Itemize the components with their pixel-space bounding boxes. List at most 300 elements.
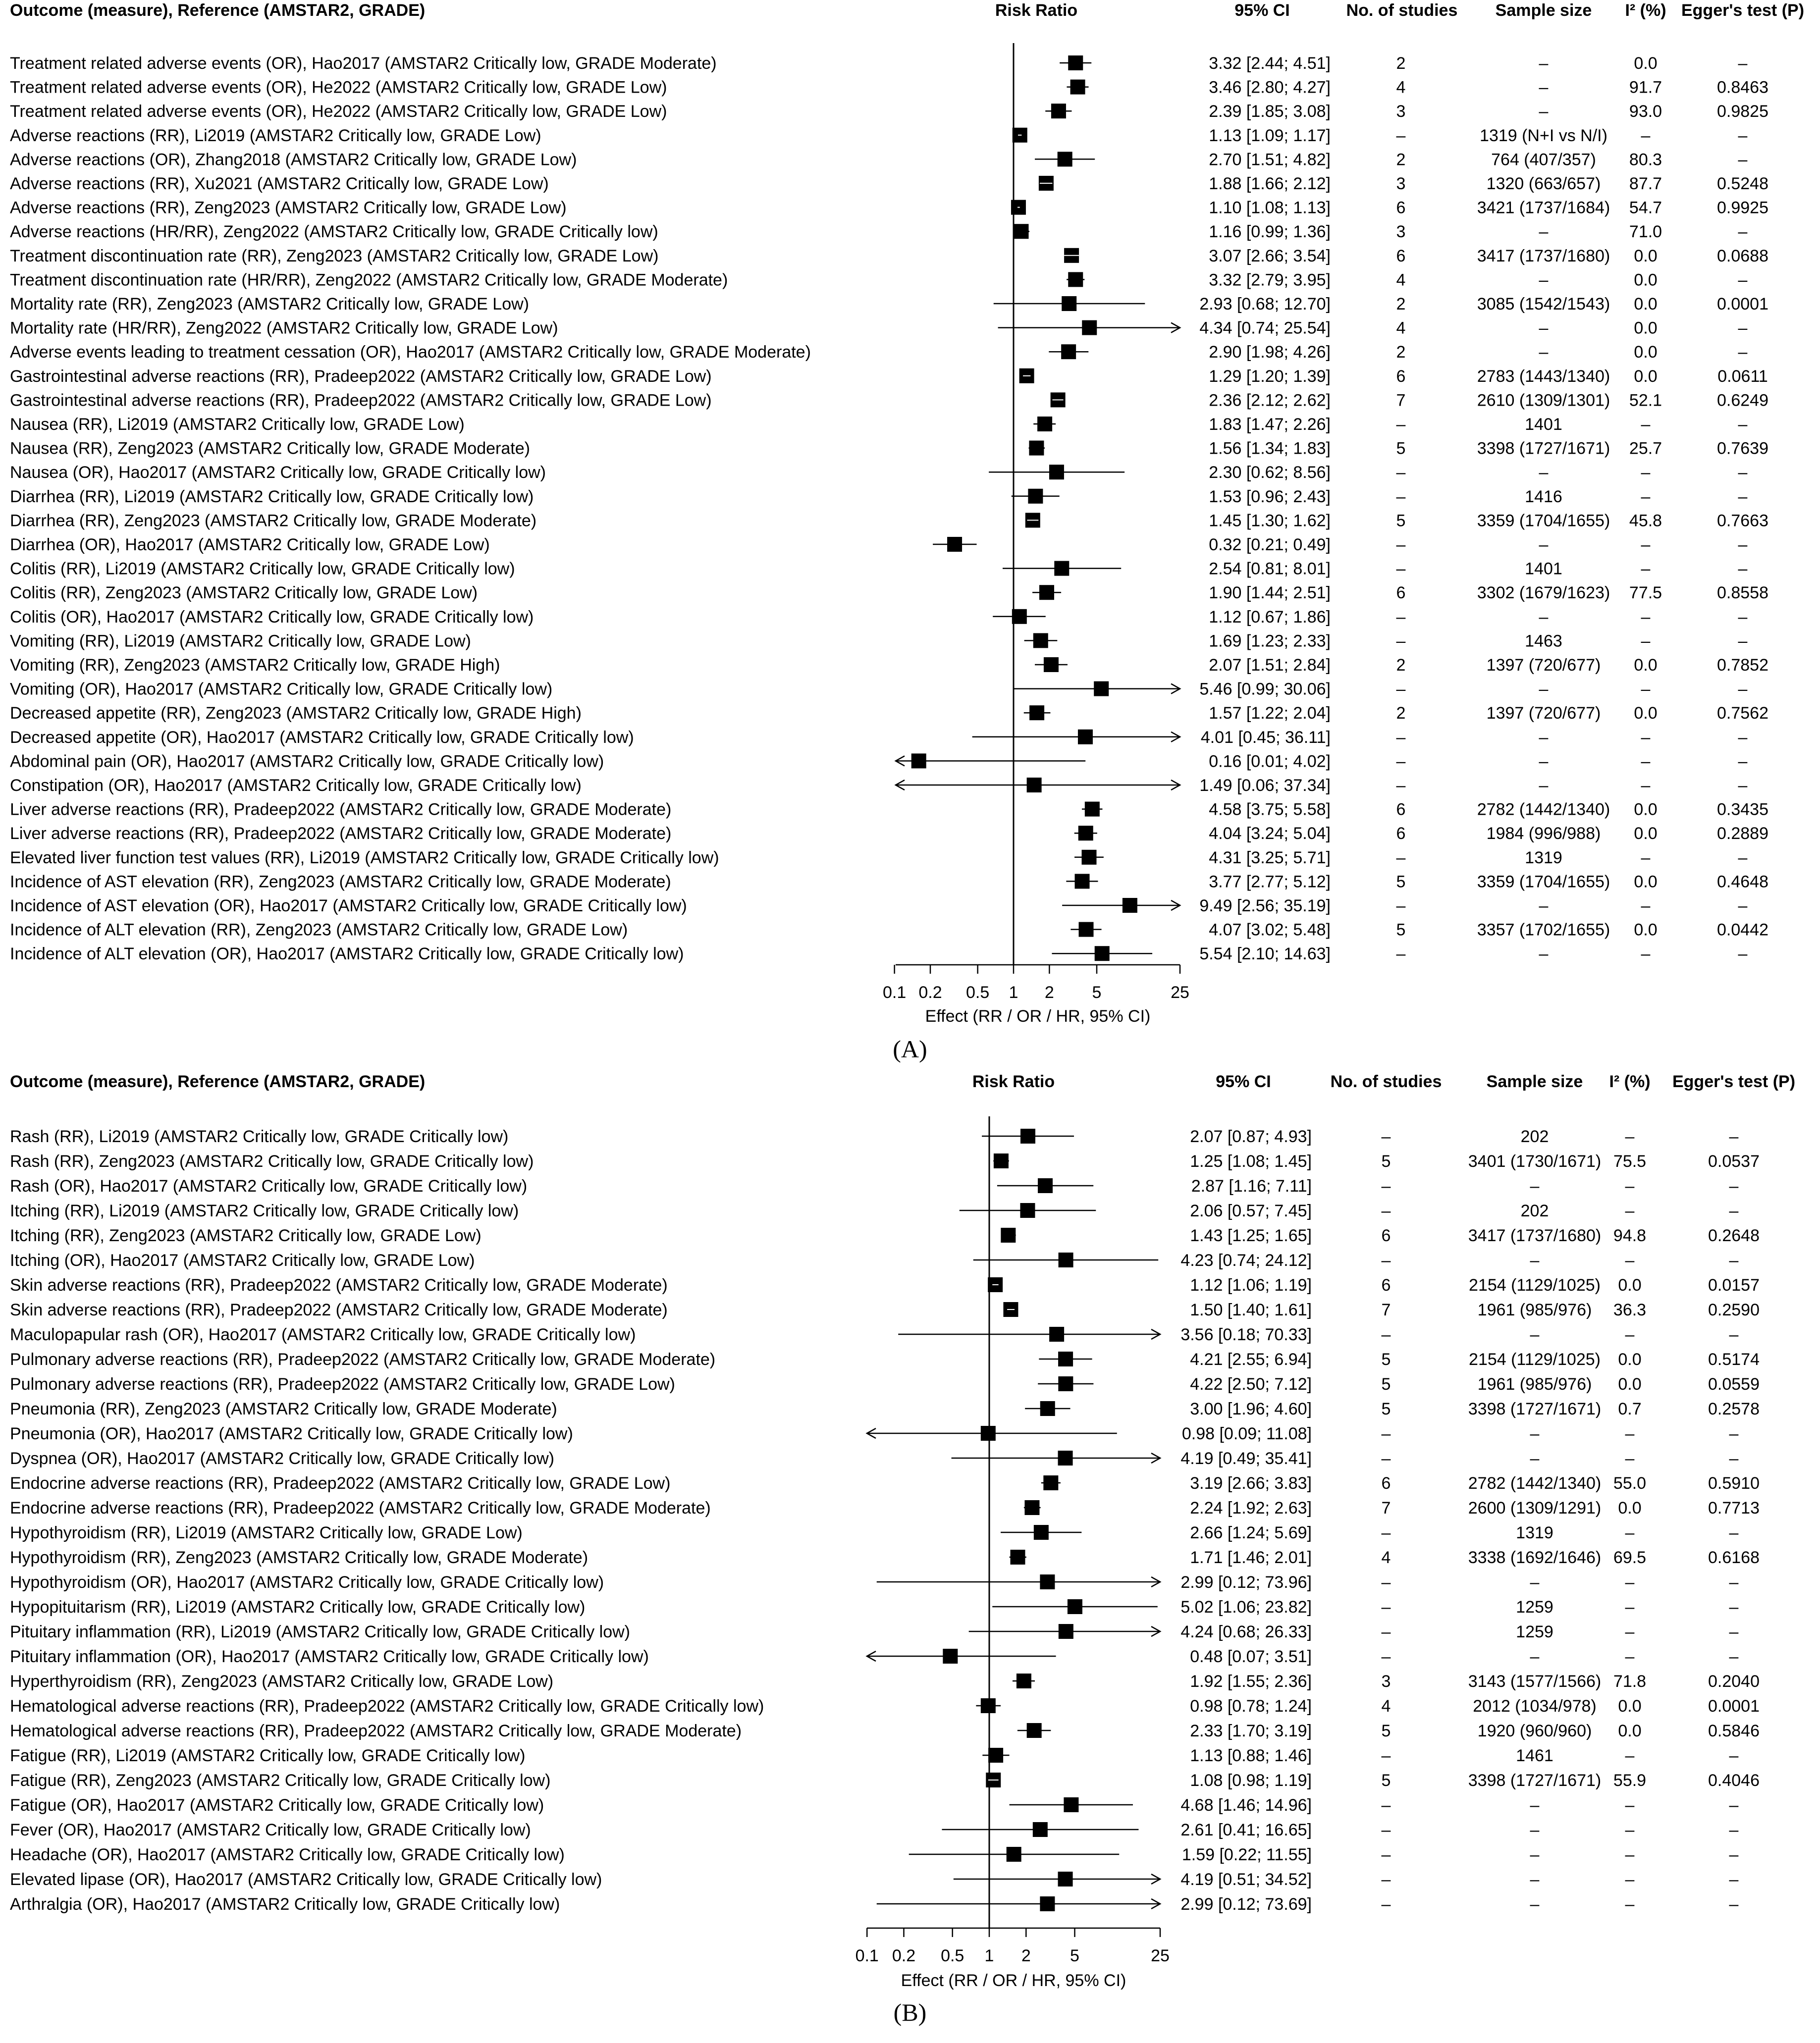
- ci-text: 4.68 [1.46; 14.96]: [1180, 1796, 1312, 1815]
- row-label: Vomiting (RR), Li2019 (AMSTAR2 Critically low, GRADE Low): [10, 631, 471, 651]
- studies-count: 5: [1381, 1400, 1391, 1418]
- ci-text: 4.58 [3.75; 5.58]: [1209, 800, 1331, 819]
- i2-value: 93.0: [1629, 102, 1662, 121]
- studies-count: –: [1381, 1746, 1391, 1765]
- x-tick-label: 0.2: [918, 983, 942, 1002]
- ci-text: 3.00 [1.96; 4.60]: [1190, 1400, 1312, 1418]
- row-label: Rash (OR), Hao2017 (AMSTAR2 Critically low, GRADE Critically low): [10, 1177, 528, 1196]
- panel-a-header-plot: Risk Ratio: [995, 1, 1078, 20]
- egger-value: –: [1738, 270, 1748, 290]
- egger-value: 0.2889: [1717, 824, 1768, 843]
- sample-size: –: [1530, 1573, 1540, 1592]
- row-label: Diarrhea (RR), Zeng2023 (AMSTAR2 Critically low, GRADE Moderate): [10, 511, 537, 530]
- i2-value: –: [1625, 1424, 1635, 1443]
- sample-size: 2154 (1129/1025): [1469, 1276, 1601, 1295]
- studies-count: –: [1381, 1598, 1391, 1617]
- sample-size: 3417 (1737/1680): [1468, 1226, 1602, 1245]
- ci-text: 1.12 [1.06; 1.19]: [1190, 1276, 1312, 1295]
- panel-b-header-ci: 95% CI: [1216, 1072, 1271, 1091]
- row-label: Mortality rate (RR), Zeng2023 (AMSTAR2 Critically low, GRADE Low): [10, 295, 529, 314]
- ci-text: 1.13 [0.88; 1.46]: [1190, 1746, 1312, 1765]
- i2-value: 55.9: [1613, 1771, 1647, 1790]
- sample-size: –: [1539, 318, 1549, 338]
- egger-value: –: [1729, 1424, 1739, 1443]
- point-estimate: [1012, 609, 1027, 624]
- i2-value: 0.0: [1634, 367, 1658, 386]
- i2-value: 0.0: [1618, 1499, 1642, 1518]
- studies-count: 6: [1396, 583, 1406, 603]
- sample-size: –: [1539, 222, 1549, 242]
- row-label: Rash (RR), Zeng2023 (AMSTAR2 Critically low, GRADE Critically low): [10, 1152, 534, 1171]
- point-estimate: [1029, 441, 1044, 456]
- i2-value: 0.0: [1618, 1350, 1642, 1369]
- ci-text: 0.32 [0.21; 0.49]: [1209, 535, 1331, 554]
- studies-count: 7: [1381, 1301, 1391, 1319]
- studies-count: 2: [1396, 295, 1406, 314]
- sample-size: 3338 (1692/1646): [1468, 1548, 1602, 1567]
- studies-count: 2: [1396, 54, 1406, 73]
- studies-count: –: [1396, 944, 1406, 964]
- ci-text: 1.92 [1.55; 2.36]: [1190, 1672, 1312, 1691]
- ci-text: 0.98 [0.78; 1.24]: [1190, 1697, 1312, 1716]
- row-label: Incidence of AST elevation (RR), Zeng2023 (AMSTAR2 Critically low, GRADE Moderate): [10, 872, 671, 891]
- ci-text: 2.70 [1.51; 4.82]: [1209, 150, 1331, 169]
- ci-text: 2.33 [1.70; 3.19]: [1190, 1722, 1312, 1740]
- ci-text: 1.45 [1.30; 1.62]: [1209, 511, 1331, 530]
- studies-count: –: [1396, 126, 1406, 145]
- i2-value: 52.1: [1629, 391, 1662, 410]
- sample-size: 1397 (720/677): [1486, 656, 1601, 675]
- i2-value: 77.5: [1629, 583, 1662, 603]
- ci-text: 1.12 [0.67; 1.86]: [1209, 607, 1331, 627]
- row-label: Diarrhea (RR), Li2019 (AMSTAR2 Critically low, GRADE Critically low): [10, 487, 534, 506]
- studies-count: –: [1381, 1325, 1391, 1344]
- sample-size: 1961 (985/976): [1477, 1301, 1592, 1319]
- ci-text: 4.07 [3.02; 5.48]: [1209, 920, 1331, 940]
- i2-value: –: [1641, 680, 1651, 699]
- i2-value: –: [1641, 415, 1651, 434]
- studies-count: 5: [1396, 511, 1406, 530]
- row-label: Adverse reactions (HR/RR), Zeng2022 (AMSTAR2 Critically low, GRADE Critically low): [10, 222, 658, 242]
- i2-value: –: [1625, 1449, 1635, 1468]
- i2-value: –: [1625, 1202, 1635, 1220]
- studies-count: –: [1381, 1127, 1391, 1146]
- sample-size: 3398 (1727/1671): [1468, 1771, 1602, 1790]
- i2-value: 45.8: [1629, 511, 1662, 530]
- sample-size: 2782 (1442/1340): [1477, 800, 1610, 819]
- studies-count: 5: [1396, 439, 1406, 458]
- studies-count: 2: [1396, 150, 1406, 169]
- i2-value: –: [1625, 1821, 1635, 1839]
- point-estimate: [1085, 802, 1100, 817]
- sample-size: 1401: [1525, 559, 1562, 578]
- point-estimate: [1049, 465, 1064, 479]
- studies-count: –: [1396, 535, 1406, 554]
- i2-value: –: [1625, 1127, 1635, 1146]
- x-tick-label: 1: [1009, 983, 1018, 1002]
- ci-text: 1.29 [1.20; 1.39]: [1209, 367, 1331, 386]
- row-label: Hypothyroidism (RR), Li2019 (AMSTAR2 Critically low, GRADE Low): [10, 1523, 523, 1542]
- studies-count: –: [1381, 1821, 1391, 1839]
- row-label: Fatigue (RR), Zeng2023 (AMSTAR2 Critically low, GRADE Critically low): [10, 1771, 551, 1790]
- row-label: Itching (OR), Hao2017 (AMSTAR2 Critically low, GRADE Low): [10, 1251, 475, 1270]
- point-estimate: [1038, 1178, 1053, 1193]
- x-tick-label: 0.1: [883, 983, 907, 1002]
- sample-size: 1319 (N+I vs N/I): [1480, 126, 1607, 145]
- row-label: Fever (OR), Hao2017 (AMSTAR2 Critically low, GRADE Critically low): [10, 1821, 531, 1839]
- ci-text: 1.25 [1.08; 1.45]: [1190, 1152, 1312, 1171]
- egger-value: 0.3435: [1717, 800, 1768, 819]
- studies-count: –: [1381, 1523, 1391, 1542]
- studies-count: 4: [1396, 270, 1406, 290]
- studies-count: –: [1396, 896, 1406, 915]
- sample-size: 3398 (1727/1671): [1477, 439, 1610, 458]
- egger-value: –: [1738, 318, 1748, 338]
- panel-a-header-studies: No. of studies: [1346, 1, 1458, 20]
- ci-text: 2.07 [1.51; 2.84]: [1209, 656, 1331, 675]
- point-estimate: [1028, 489, 1043, 504]
- panel-a-header-outcome: Outcome (measure), Reference (AMSTAR2, GRADE): [10, 1, 426, 20]
- sample-size: –: [1530, 1177, 1540, 1196]
- point-estimate: [911, 753, 926, 768]
- i2-value: 0.0: [1634, 295, 1658, 314]
- panel-a-header-ci: 95% CI: [1234, 1, 1290, 20]
- studies-count: 2: [1396, 656, 1406, 675]
- studies-count: 6: [1396, 800, 1406, 819]
- sample-size: –: [1539, 607, 1549, 627]
- ci-text: 2.07 [0.87; 4.93]: [1190, 1127, 1312, 1146]
- ci-text: 2.90 [1.98; 4.26]: [1209, 343, 1331, 362]
- i2-value: –: [1641, 487, 1651, 506]
- egger-value: –: [1738, 463, 1748, 482]
- i2-value: 54.7: [1629, 198, 1662, 217]
- egger-value: –: [1729, 1647, 1739, 1666]
- point-estimate: [1034, 1525, 1049, 1540]
- ci-text: 2.54 [0.81; 8.01]: [1209, 559, 1331, 578]
- point-estimate: [1068, 272, 1083, 287]
- egger-value: 0.5174: [1708, 1350, 1760, 1369]
- studies-count: –: [1396, 776, 1406, 795]
- egger-value: –: [1738, 487, 1748, 506]
- row-label: Adverse reactions (RR), Xu2021 (AMSTAR2 Critically low, GRADE Low): [10, 174, 549, 193]
- studies-count: 5: [1381, 1375, 1391, 1394]
- egger-value: 0.0442: [1717, 920, 1768, 940]
- point-estimate: [1014, 224, 1028, 239]
- i2-value: 87.7: [1629, 174, 1662, 193]
- row-label: Hematological adverse reactions (RR), Pradeep2022 (AMSTAR2 Critically low, GRADE Critically low): [10, 1697, 764, 1716]
- i2-value: 0.0: [1634, 872, 1658, 891]
- sample-size: –: [1530, 1870, 1540, 1889]
- i2-value: 0.0: [1634, 343, 1658, 362]
- i2-value: 91.7: [1629, 78, 1662, 97]
- row-label: Maculopapular rash (OR), Hao2017 (AMSTAR2 Critically low, GRADE Critically low): [10, 1325, 636, 1344]
- row-label: Dyspnea (OR), Hao2017 (AMSTAR2 Critically low, GRADE Critically low): [10, 1449, 554, 1468]
- x-tick-label: 0.5: [966, 983, 990, 1002]
- studies-count: 5: [1381, 1722, 1391, 1740]
- point-estimate: [1078, 826, 1093, 840]
- i2-value: 75.5: [1613, 1152, 1647, 1171]
- i2-value: 0.0: [1634, 704, 1658, 723]
- point-estimate: [1058, 1352, 1073, 1366]
- point-estimate: [1033, 1822, 1048, 1837]
- studies-count: –: [1396, 631, 1406, 651]
- egger-value: 0.2578: [1708, 1400, 1760, 1418]
- ci-text: 1.13 [1.09; 1.17]: [1209, 126, 1331, 145]
- egger-value: –: [1738, 896, 1748, 915]
- point-estimate: [988, 1748, 1003, 1763]
- sample-size: 3398 (1727/1671): [1468, 1400, 1602, 1418]
- point-estimate: [1007, 1847, 1021, 1862]
- ci-text: 1.50 [1.40; 1.61]: [1190, 1301, 1312, 1319]
- studies-count: –: [1381, 1202, 1391, 1220]
- ci-text: 1.10 [1.08; 1.13]: [1209, 198, 1331, 217]
- studies-count: 5: [1381, 1350, 1391, 1369]
- i2-value: –: [1641, 896, 1651, 915]
- row-label: Adverse reactions (OR), Zhang2018 (AMSTAR2 Critically low, GRADE Low): [10, 150, 577, 169]
- studies-count: –: [1381, 1449, 1391, 1468]
- row-label: Nausea (RR), Zeng2023 (AMSTAR2 Critically low, GRADE Moderate): [10, 439, 530, 458]
- point-estimate: [1058, 1872, 1073, 1886]
- ci-text: 4.31 [3.25; 5.71]: [1209, 848, 1331, 867]
- x-tick-label: 25: [1151, 1946, 1170, 1965]
- row-label: Vomiting (OR), Hao2017 (AMSTAR2 Critically low, GRADE Critically low): [10, 680, 553, 699]
- ci-text: 3.77 [2.77; 5.12]: [1209, 872, 1331, 891]
- row-label: Treatment related adverse events (OR), Hao2017 (AMSTAR2 Critically low, GRADE Moderate): [10, 54, 717, 73]
- point-estimate: [1058, 1376, 1073, 1391]
- point-estimate: [1027, 1723, 1042, 1738]
- row-label: Skin adverse reactions (RR), Pradeep2022 (AMSTAR2 Critically low, GRADE Moderate): [10, 1276, 668, 1295]
- egger-value: –: [1738, 631, 1748, 651]
- panel-a-header-i2: I² (%): [1625, 1, 1666, 20]
- egger-value: –: [1738, 415, 1748, 434]
- sample-size: 2782 (1442/1340): [1468, 1474, 1602, 1493]
- egger-value: –: [1738, 126, 1748, 145]
- ci-text: 3.32 [2.44; 4.51]: [1209, 54, 1331, 73]
- egger-value: –: [1729, 1325, 1739, 1344]
- x-tick-label: 0.2: [892, 1946, 916, 1965]
- i2-value: –: [1641, 559, 1651, 578]
- ci-text: 3.46 [2.80; 4.27]: [1209, 78, 1331, 97]
- point-estimate: [943, 1649, 958, 1664]
- row-label: Fatigue (RR), Li2019 (AMSTAR2 Critically low, GRADE Critically low): [10, 1746, 526, 1765]
- ci-text: 3.56 [0.18; 70.33]: [1180, 1325, 1312, 1344]
- sample-size: 3401 (1730/1671): [1468, 1152, 1602, 1171]
- studies-count: –: [1381, 1796, 1391, 1815]
- ci-text: 3.07 [2.66; 3.54]: [1209, 246, 1331, 265]
- i2-value: 94.8: [1613, 1226, 1647, 1245]
- ci-text: 2.87 [1.16; 7.11]: [1191, 1177, 1312, 1196]
- sample-size: –: [1530, 1821, 1540, 1839]
- egger-value: –: [1729, 1127, 1739, 1146]
- ci-text: 4.24 [0.68; 26.33]: [1180, 1623, 1312, 1641]
- studies-count: 7: [1396, 391, 1406, 410]
- point-estimate: [1079, 922, 1094, 937]
- row-label: Colitis (RR), Zeng2023 (AMSTAR2 Critically low, GRADE Low): [10, 583, 478, 603]
- panel-a-x-axis-title: Effect (RR / OR / HR, 95% CI): [925, 1007, 1151, 1026]
- egger-value: 0.0157: [1708, 1276, 1760, 1295]
- point-estimate: [1043, 1475, 1058, 1490]
- row-label: Adverse reactions (RR), Li2019 (AMSTAR2 Critically low, GRADE Low): [10, 126, 541, 145]
- ci-text: 1.88 [1.66; 2.12]: [1209, 174, 1331, 193]
- egger-value: 0.7663: [1717, 511, 1768, 530]
- i2-value: 0.0: [1634, 800, 1658, 819]
- i2-value: 0.0: [1634, 920, 1658, 940]
- egger-value: 0.0611: [1717, 367, 1768, 386]
- egger-value: –: [1729, 1821, 1739, 1839]
- ci-text: 0.16 [0.01; 4.02]: [1209, 752, 1331, 771]
- egger-value: –: [1729, 1623, 1739, 1641]
- row-label: Skin adverse reactions (RR), Pradeep2022 (AMSTAR2 Critically low, GRADE Moderate): [10, 1301, 668, 1319]
- row-label: Itching (RR), Li2019 (AMSTAR2 Critically low, GRADE Critically low): [10, 1202, 519, 1220]
- egger-value: 0.7562: [1717, 704, 1768, 723]
- i2-value: 36.3: [1613, 1301, 1647, 1319]
- point-estimate: [1123, 898, 1137, 913]
- studies-count: 5: [1381, 1152, 1391, 1171]
- i2-value: –: [1641, 944, 1651, 964]
- studies-count: –: [1396, 680, 1406, 699]
- egger-value: –: [1729, 1845, 1739, 1864]
- studies-count: –: [1381, 1177, 1391, 1196]
- sample-size: 1463: [1525, 631, 1562, 651]
- egger-value: 0.5248: [1717, 174, 1768, 193]
- point-estimate: [1058, 152, 1072, 166]
- i2-value: –: [1625, 1895, 1635, 1914]
- sample-size: 1461: [1516, 1746, 1553, 1765]
- point-estimate: [1081, 850, 1096, 865]
- sample-size: 3359 (1704/1655): [1477, 872, 1610, 891]
- row-label: Liver adverse reactions (RR), Pradeep2022 (AMSTAR2 Critically low, GRADE Moderate): [10, 824, 672, 843]
- egger-value: –: [1729, 1251, 1739, 1270]
- studies-count: –: [1381, 1870, 1391, 1889]
- i2-value: –: [1641, 607, 1651, 627]
- point-estimate: [1082, 320, 1097, 335]
- point-estimate: [1061, 344, 1076, 359]
- ci-text: 1.43 [1.25; 1.65]: [1190, 1226, 1312, 1245]
- sample-size: 202: [1520, 1127, 1549, 1146]
- row-label: Constipation (OR), Hao2017 (AMSTAR2 Critically low, GRADE Critically low): [10, 776, 582, 795]
- sample-size: –: [1530, 1449, 1540, 1468]
- x-tick-label: 2: [1021, 1946, 1031, 1965]
- i2-value: –: [1641, 848, 1651, 867]
- panel-a-label: (A): [893, 1035, 927, 1063]
- i2-value: –: [1625, 1746, 1635, 1765]
- point-estimate: [1033, 633, 1048, 648]
- row-label: Diarrhea (OR), Hao2017 (AMSTAR2 Critically low, GRADE Low): [10, 535, 490, 554]
- i2-value: 0.0: [1618, 1697, 1642, 1716]
- egger-value: –: [1738, 222, 1748, 242]
- egger-value: –: [1738, 680, 1748, 699]
- ci-text: 1.90 [1.44; 2.51]: [1209, 583, 1331, 603]
- studies-count: 6: [1381, 1226, 1391, 1245]
- studies-count: –: [1396, 752, 1406, 771]
- row-label: Hypopituitarism (RR), Li2019 (AMSTAR2 Critically low, GRADE Critically low): [10, 1598, 586, 1617]
- egger-value: 0.7639: [1717, 439, 1768, 458]
- ci-text: 4.22 [2.50; 7.12]: [1190, 1375, 1312, 1394]
- sample-size: –: [1539, 535, 1549, 554]
- panel-b-header-outcome: Outcome (measure), Reference (AMSTAR2, GRADE): [10, 1072, 426, 1091]
- egger-value: –: [1738, 559, 1748, 578]
- sample-size: 1320 (663/657): [1486, 174, 1601, 193]
- egger-value: –: [1729, 1870, 1739, 1889]
- row-label: Colitis (OR), Hao2017 (AMSTAR2 Critically low, GRADE Critically low): [10, 607, 534, 627]
- egger-value: 0.0001: [1717, 295, 1768, 314]
- egger-value: –: [1738, 728, 1748, 747]
- sample-size: –: [1539, 270, 1549, 290]
- studies-count: 3: [1396, 102, 1406, 121]
- row-label: Fatigue (OR), Hao2017 (AMSTAR2 Critically low, GRADE Critically low): [10, 1796, 544, 1815]
- egger-value: 0.7713: [1708, 1499, 1760, 1518]
- studies-count: 3: [1396, 174, 1406, 193]
- ci-text: 1.69 [1.23; 2.33]: [1209, 631, 1331, 651]
- i2-value: –: [1625, 1796, 1635, 1815]
- sample-size: –: [1539, 78, 1549, 97]
- point-estimate: [1051, 104, 1066, 118]
- row-label: Pneumonia (RR), Zeng2023 (AMSTAR2 Critically low, GRADE Moderate): [10, 1400, 557, 1418]
- point-estimate: [981, 1698, 996, 1713]
- point-estimate: [1024, 1500, 1039, 1515]
- row-label: Gastrointestinal adverse reactions (RR), Pradeep2022 (AMSTAR2 Critically low, GRADE Low): [10, 391, 712, 410]
- x-tick-label: 0.5: [941, 1946, 964, 1965]
- sample-size: 1984 (996/988): [1486, 824, 1601, 843]
- i2-value: 69.5: [1613, 1548, 1647, 1567]
- sample-size: 202: [1520, 1202, 1549, 1220]
- x-tick-label: 25: [1171, 983, 1189, 1002]
- sample-size: –: [1539, 463, 1549, 482]
- x-tick-label: 2: [1044, 983, 1054, 1002]
- sample-size: 2154 (1129/1025): [1469, 1350, 1601, 1369]
- panel-b-x-axis-title: Effect (RR / OR / HR, 95% CI): [901, 1971, 1126, 1990]
- point-estimate: [1029, 705, 1044, 720]
- studies-count: 6: [1396, 367, 1406, 386]
- i2-value: 0.0: [1618, 1276, 1642, 1295]
- egger-value: 0.2590: [1708, 1301, 1760, 1319]
- i2-value: –: [1641, 535, 1651, 554]
- ci-text: 1.16 [0.99; 1.36]: [1209, 222, 1331, 242]
- point-estimate: [1040, 1896, 1055, 1911]
- egger-value: 0.4648: [1717, 872, 1768, 891]
- studies-count: –: [1381, 1424, 1391, 1443]
- i2-value: –: [1641, 463, 1651, 482]
- row-label: Pituitary inflammation (RR), Li2019 (AMSTAR2 Critically low, GRADE Critically low): [10, 1623, 630, 1641]
- sample-size: 1397 (720/677): [1486, 704, 1601, 723]
- row-label: Abdominal pain (OR), Hao2017 (AMSTAR2 Critically low, GRADE Critically low): [10, 752, 604, 771]
- studies-count: –: [1381, 1573, 1391, 1592]
- egger-value: 0.0688: [1717, 246, 1768, 265]
- ci-text: 2.66 [1.24; 5.69]: [1190, 1523, 1312, 1542]
- sample-size: 2012 (1034/978): [1473, 1697, 1597, 1716]
- row-label: Treatment discontinuation rate (RR), Zeng2023 (AMSTAR2 Critically low, GRADE Low): [10, 246, 659, 265]
- egger-value: –: [1729, 1598, 1739, 1617]
- row-label: Decreased appetite (RR), Zeng2023 (AMSTAR2 Critically low, GRADE High): [10, 704, 582, 723]
- studies-count: 6: [1396, 246, 1406, 265]
- studies-count: –: [1381, 1251, 1391, 1270]
- ci-text: 2.24 [1.92; 2.63]: [1190, 1499, 1312, 1518]
- row-label: Colitis (RR), Li2019 (AMSTAR2 Critically low, GRADE Critically low): [10, 559, 515, 578]
- egger-value: –: [1729, 1202, 1739, 1220]
- studies-count: 5: [1396, 872, 1406, 891]
- point-estimate: [1020, 1129, 1035, 1144]
- i2-value: –: [1625, 1845, 1635, 1864]
- studies-count: 4: [1381, 1548, 1391, 1567]
- i2-value: 0.0: [1618, 1722, 1642, 1740]
- studies-count: –: [1396, 607, 1406, 627]
- ci-text: 1.53 [0.96; 2.43]: [1209, 487, 1331, 506]
- i2-value: 71.0: [1629, 222, 1662, 242]
- panel-b-label: (B): [893, 1998, 927, 2026]
- panel-b-header-i2: I² (%): [1609, 1072, 1651, 1091]
- point-estimate: [1040, 1401, 1055, 1416]
- sample-size: –: [1539, 896, 1549, 915]
